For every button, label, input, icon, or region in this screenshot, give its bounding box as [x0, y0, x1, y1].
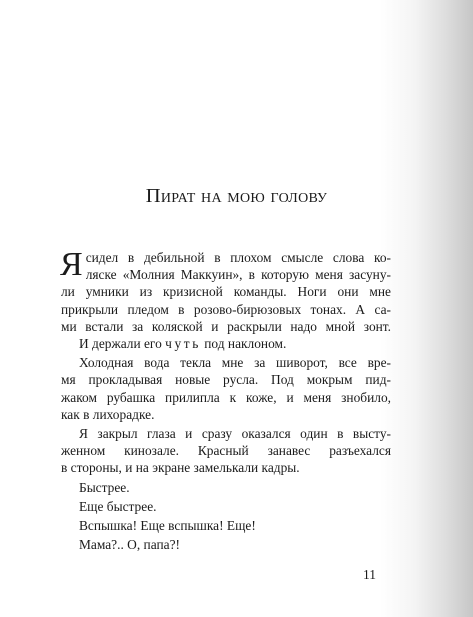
drop-cap: Я	[60, 246, 83, 283]
paragraph-8: Мама?.. О, папа?!	[79, 537, 180, 553]
paragraph-7: Вспышка! Еще вспышка! Еще!	[79, 518, 256, 534]
paragraph-4	[61, 425, 391, 477]
paragraph-5: Быстрее.	[79, 479, 130, 495]
text-line: жаком рубашка прилипла к коже, и меня знобило,	[61, 389, 391, 405]
text-segment: И держали его	[79, 336, 166, 352]
text-line: сидел в дебильной в плохом смысле слова ко-	[85, 250, 391, 265]
text-line: ми встали за коляской и раскрыли надо мной зонт.	[61, 318, 391, 334]
text-line: в стороны, и на экране замелькали кадры.	[61, 460, 300, 476]
text-line: ли умники из кризисной команды. Ноги они мне	[61, 284, 391, 300]
paragraph-1	[60, 246, 391, 335]
text-line: Я закрыл глаза и сразу оказался один в высту-	[79, 426, 391, 442]
text-line: прикрыли пледом в розово-бирюзовых тонах. А са-	[61, 301, 391, 317]
emphasized-word: чуть	[165, 336, 201, 352]
chapter-body	[60, 246, 391, 553]
paragraph-2	[61, 335, 391, 352]
text-line: мя прокладывая новые русла. Под мокрым пид-	[61, 372, 391, 388]
text-line: женном кинозале. Красный занавес разъехался	[61, 443, 391, 459]
page-number: 11	[363, 567, 376, 582]
text-segment: под наклоном.	[200, 336, 287, 352]
text-line: Холодная вода текла мне за шиворот, все вре-	[79, 355, 391, 371]
paragraph-6: Еще быстрее.	[79, 498, 157, 514]
text-line: ляске «Молния Маккуин», в которую меня засуну-	[85, 267, 391, 283]
paragraph-3	[61, 354, 391, 423]
chapter-title: Пират на мою голову	[145, 185, 328, 207]
text-line: как в лихорадке.	[61, 406, 155, 422]
